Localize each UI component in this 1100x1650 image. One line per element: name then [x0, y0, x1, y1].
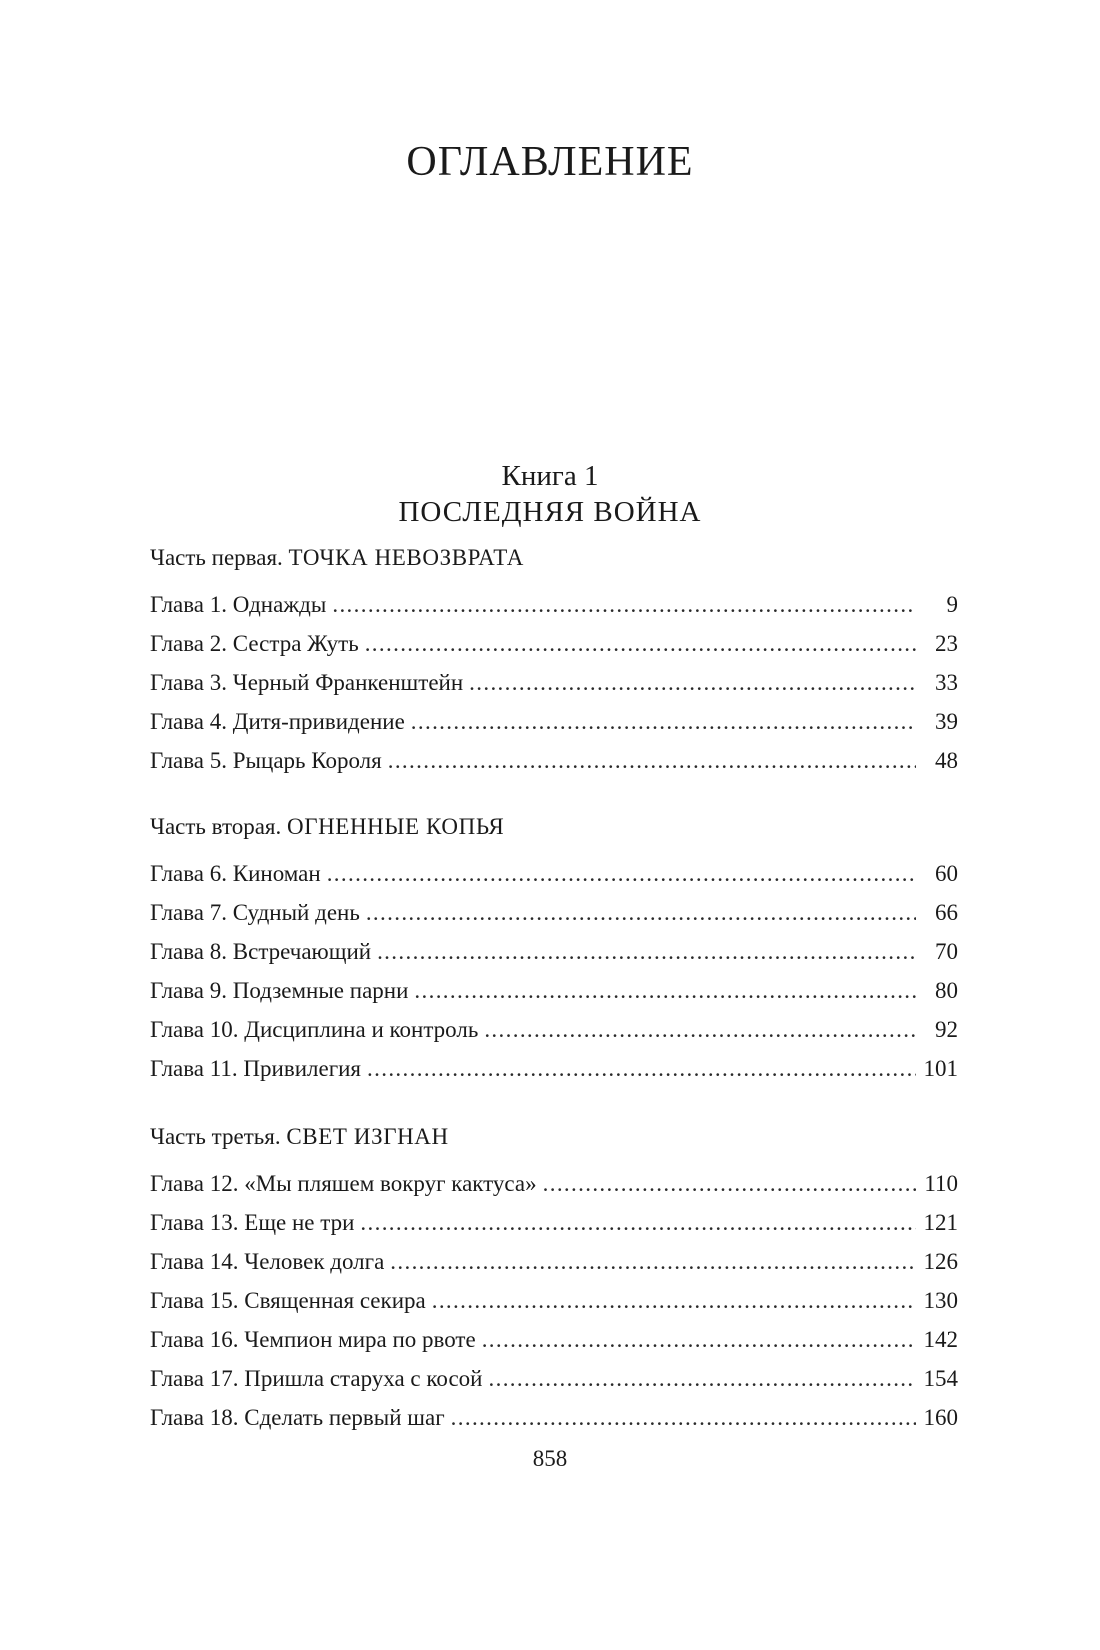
toc-part-1 [150, 544, 958, 780]
toc-entry[interactable] [150, 1010, 958, 1049]
part-name: СВЕТ ИЗГНАН [286, 1124, 449, 1149]
chapter-title: Глава 9. Подземные парни [150, 978, 409, 1003]
chapter-title: Глава 2. Сестра Жуть [150, 631, 359, 656]
chapter-list [150, 1164, 958, 1437]
chapter-title: Глава 14. Человек долга [150, 1249, 385, 1274]
chapter-page-number: 33 [935, 670, 958, 695]
toc-entry[interactable] [150, 893, 958, 932]
dot-leader [432, 1281, 916, 1320]
dot-leader [377, 932, 916, 971]
chapter-title: Глава 10. Дисциплина и контроль [150, 1017, 479, 1042]
chapter-page-number: 70 [935, 939, 958, 964]
part-name: ТОЧКА НЕВОЗВРАТА [288, 545, 524, 570]
dot-leader [388, 741, 916, 780]
chapter-page-number: 160 [923, 1405, 958, 1430]
chapter-page-number: 48 [935, 748, 958, 773]
toc-entry[interactable] [150, 854, 958, 893]
toc-entry[interactable] [150, 1320, 958, 1359]
toc-entry[interactable] [150, 971, 958, 1010]
dot-leader [411, 702, 916, 741]
part-title [150, 544, 958, 572]
toc-entry[interactable] [150, 1242, 958, 1281]
part-label: Часть вторая. [150, 814, 282, 839]
dot-leader [451, 1398, 916, 1437]
page-title: ОГЛАВЛЕНИЕ [406, 139, 694, 185]
dot-leader [360, 1203, 916, 1242]
toc-part-2 [150, 813, 958, 1088]
toc-entry[interactable] [150, 741, 958, 780]
chapter-title: Глава 12. «Мы пляшем вокруг кактуса» [150, 1171, 537, 1196]
dot-leader [332, 585, 916, 624]
toc-entry[interactable] [150, 663, 958, 702]
part-title [150, 1123, 958, 1151]
book-title: ПОСЛЕДНЯЯ ВОЙНА [398, 496, 702, 528]
chapter-title: Глава 1. Однажды [150, 592, 327, 617]
dot-leader [484, 1010, 916, 1049]
chapter-list [150, 585, 958, 780]
chapter-page-number: 39 [935, 709, 958, 734]
chapter-title: Глава 5. Рыцарь Короля [150, 748, 382, 773]
toc-entry[interactable] [150, 624, 958, 663]
toc-entry[interactable] [150, 1203, 958, 1242]
dot-leader [366, 893, 916, 932]
chapter-title: Глава 11. Привилегия [150, 1056, 362, 1081]
chapter-title: Глава 13. Еще не три [150, 1210, 355, 1235]
chapter-page-number: 130 [923, 1288, 958, 1313]
toc-entry[interactable] [150, 1281, 958, 1320]
chapter-page-number: 23 [935, 631, 958, 656]
dot-leader [327, 854, 916, 893]
dot-leader [390, 1242, 916, 1281]
chapter-page-number: 60 [935, 861, 958, 886]
chapter-title: Глава 15. Священная секира [150, 1288, 426, 1313]
chapter-page-number: 101 [923, 1056, 958, 1081]
part-label: Часть третья. [150, 1124, 281, 1149]
chapter-title: Глава 7. Судный день [150, 900, 360, 925]
page-number: 858 [532, 1446, 568, 1471]
toc-entry[interactable] [150, 1398, 958, 1437]
chapter-title: Глава 17. Пришла старуха с косой [150, 1366, 483, 1391]
part-name: ОГНЕННЫЕ КОПЬЯ [286, 814, 505, 839]
book-number: Книга 1 [501, 460, 599, 492]
chapter-page-number: 126 [923, 1249, 958, 1274]
chapter-title: Глава 6. Киноман [150, 861, 321, 886]
dot-leader [482, 1320, 916, 1359]
chapter-list [150, 854, 958, 1088]
chapter-title: Глава 18. Сделать первый шаг [150, 1405, 445, 1430]
chapter-page-number: 66 [935, 900, 958, 925]
dot-leader [469, 663, 916, 702]
chapter-page-number: 92 [935, 1017, 958, 1042]
toc-entry[interactable] [150, 932, 958, 971]
part-label: Часть первая. [150, 545, 283, 570]
chapter-title: Глава 4. Дитя-привидение [150, 709, 405, 734]
chapter-page-number: 9 [946, 592, 958, 617]
chapter-title: Глава 16. Чемпион мира по рвоте [150, 1327, 476, 1352]
dot-leader [543, 1164, 916, 1203]
chapter-title: Глава 8. Встречающий [150, 939, 372, 964]
chapter-page-number: 121 [923, 1210, 958, 1235]
toc-entry[interactable] [150, 1049, 958, 1088]
toc-entry[interactable] [150, 1164, 958, 1203]
dot-leader [414, 971, 916, 1010]
toc-entry[interactable] [150, 702, 958, 741]
toc-entry[interactable] [150, 585, 958, 624]
toc-part-3 [150, 1123, 958, 1437]
dot-leader [365, 624, 916, 663]
book-header [0, 458, 1100, 530]
chapter-title: Глава 3. Черный Франкенштейн [150, 670, 464, 695]
part-title [150, 813, 958, 841]
dot-leader [489, 1359, 917, 1398]
toc-entry[interactable] [150, 1359, 958, 1398]
chapter-page-number: 142 [923, 1327, 958, 1352]
chapter-page-number: 80 [935, 978, 958, 1003]
dot-leader [367, 1049, 916, 1088]
chapter-page-number: 110 [924, 1171, 958, 1196]
chapter-page-number: 154 [923, 1366, 958, 1391]
